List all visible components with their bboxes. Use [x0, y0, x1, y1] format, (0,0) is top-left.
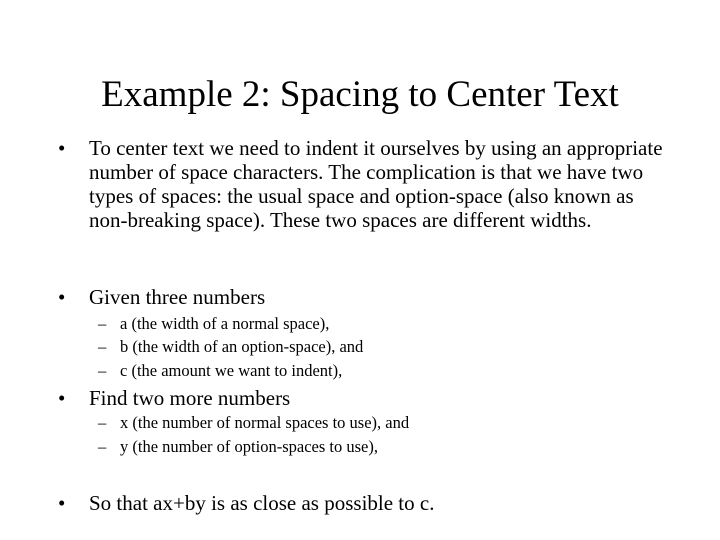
sub-item-text: b (the width of an option-space), and	[120, 337, 364, 356]
dash-icon: –	[98, 413, 107, 432]
dash-icon: –	[98, 337, 107, 356]
slide-title: Example 2: Spacing to Center Text	[101, 74, 619, 115]
bullet-dot-icon: •	[58, 386, 66, 410]
dash-icon: –	[98, 314, 107, 333]
dash-icon: –	[98, 361, 107, 380]
bullet-text: Find two more numbers	[89, 386, 291, 410]
bullet-dot-icon: •	[58, 491, 66, 515]
bullet-dot-icon: •	[58, 136, 66, 160]
sub-item-text: c (the amount we want to indent),	[120, 361, 343, 380]
sub-item-text: y (the number of option-spaces to use),	[120, 437, 378, 456]
bullet-text: Given three numbers	[89, 285, 266, 309]
bullet-text: To center text we need to indent it ourselves by using an appropriate number of space characters. The complication is that we have two types of spaces: the usual space and option-space (also known as non-breaking space). These two spaces are different widths.	[89, 136, 663, 232]
sub-item-text: a (the width of a normal space),	[120, 314, 330, 333]
sub-item-text: x (the number of normal spaces to use), and	[120, 413, 410, 432]
dash-icon: –	[98, 437, 107, 456]
bullet-dot-icon: •	[58, 285, 66, 309]
bullet-text: So that ax+by is as close as possible to c.	[89, 491, 435, 515]
